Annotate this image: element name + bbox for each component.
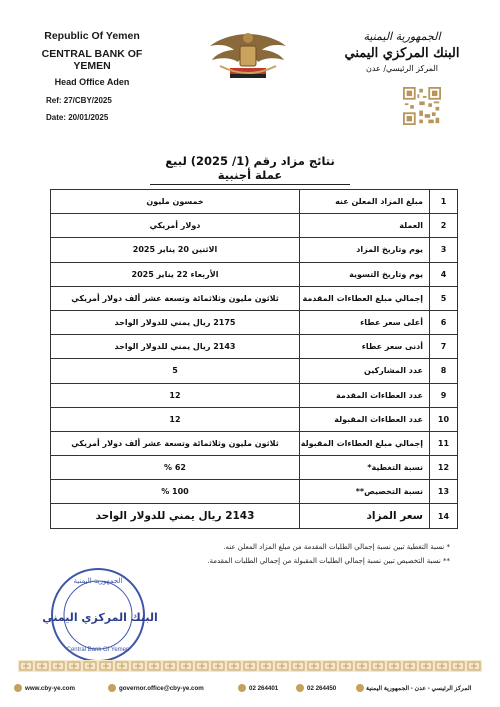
eagle-emblem-icon [206,28,290,80]
table-row [51,407,458,431]
document-date: Date: 20/01/2025 [46,113,109,122]
bank-name-arabic: البنك المركزي اليمني [344,46,460,61]
table-row [51,431,458,455]
row-label: أعلى سعر عطاء [300,310,430,334]
footer-email[interactable]: governor.office@cby-ye.com [119,685,204,692]
table-row [51,214,458,238]
row-label: العملة [300,214,430,238]
table-row [51,383,458,407]
auction-results-table [50,189,458,529]
row-number: 1 [430,190,458,214]
row-number: 6 [430,310,458,334]
table-row [51,310,458,334]
email-icon [108,684,116,692]
row-label: نسبة التغطية* [300,456,430,480]
table-row [51,504,458,528]
row-label: يوم وتاريخ التسوية [300,262,430,286]
header-english [22,30,162,87]
row-value: 2175 ريال يمني للدولار الواحد [51,310,300,334]
row-value: 5 [51,359,300,383]
table-row [51,359,458,383]
stamp-bottom-text: Central Bank Of Yemen [66,647,130,653]
row-label: أدنى سعر عطاء [300,335,430,359]
row-value: 12 [51,407,300,431]
country-name-arabic: الجمهورية اليمنية [363,30,441,43]
footer-phone-2: 02 264450 [307,685,337,692]
table-row [51,238,458,262]
row-number: 8 [430,359,458,383]
official-stamp [42,565,158,665]
row-value: 62 % [51,456,300,480]
row-number: 5 [430,286,458,310]
qr-code-icon [403,87,441,125]
row-label: نسبة التخصيص** [300,480,430,504]
row-value: الأربعاء 22 يناير 2025 [51,262,300,286]
row-number: 12 [430,456,458,480]
row-value: 2143 ريال يمني للدولار الواحد [51,335,300,359]
page-footer [14,683,486,697]
office-name: Head Office Aden [54,77,130,87]
row-value: ثلاثون مليون وثلاثمائة وتسعة عشر ألف دولار أمريكي [51,286,300,310]
table-row [51,456,458,480]
table-row [51,480,458,504]
row-label: مبلغ المزاد المعلن عنه [300,190,430,214]
row-number: 9 [430,383,458,407]
footnote-allocation: ** نسبة التخصيص تبين نسبة إجمالي الطلبات المقبولة من إجمالي الطلبات المقدمة. [207,557,450,565]
office-name-arabic: المركز الرئيسي/ عدن [365,64,439,73]
row-number: 4 [430,262,458,286]
row-label: عدد العطاءات المقبولة [300,407,430,431]
footer-website[interactable]: www.cby-ye.com [25,685,75,692]
document-title: نتائج مزاد رقم (1/ 2025) لبيع عملة أجنبية [150,154,350,185]
row-value: 2143 ريال يمني للدولار الواحد [51,504,300,528]
row-value: 100 % [51,480,300,504]
table-row [51,335,458,359]
row-value: دولار أمريكي [51,214,300,238]
row-value: ثلاثون مليون وثلاثمائة وتسعة عشر ألف دولار أمريكي [51,431,300,455]
row-value: خمسون مليون [51,190,300,214]
country-name: Republic Of Yemen [44,30,140,42]
table-row [51,286,458,310]
reference-number: Ref: 27/CBY/2025 [46,96,112,105]
row-value: الاثنين 20 يناير 2025 [51,238,300,262]
table-row [51,262,458,286]
row-number: 3 [430,238,458,262]
row-number: 11 [430,431,458,455]
header-arabic [332,30,472,73]
table-row [51,190,458,214]
row-label: سعر المزاد [300,504,430,528]
row-number: 10 [430,407,458,431]
row-number: 13 [430,480,458,504]
row-label: إجمالي مبلغ العطاءات المقبولة [300,431,430,455]
fax-icon [296,684,304,692]
footer-address: المركز الرئيسي - عدن - الجمهورية اليمنية [366,685,472,692]
row-number: 2 [430,214,458,238]
row-label: عدد العطاءات المقدمة [300,383,430,407]
footer-phone-1: 02 264401 [249,685,279,692]
location-icon [356,684,364,692]
footnotes [50,540,450,568]
row-value: 12 [51,383,300,407]
footnote-coverage: * نسبة التغطية تبين نسبة إجمالي الطلبات المقدمة من مبلغ المزاد المعلن عنه. [223,543,450,551]
row-label: إجمالي مبلغ العطاءات المقدمة [300,286,430,310]
globe-icon [14,684,22,692]
stamp-main-text: البنك المركزي اليمني [42,611,158,624]
phone-icon [238,684,246,692]
row-label: يوم وتاريخ المزاد [300,238,430,262]
decorative-border [18,660,482,672]
stamp-top-text: الجمهورية اليمنية [73,577,123,585]
row-number: 7 [430,335,458,359]
row-label: عدد المشاركين [300,359,430,383]
row-number: 14 [430,504,458,528]
bank-name: CENTRAL BANK OF YEMEN [41,48,143,72]
